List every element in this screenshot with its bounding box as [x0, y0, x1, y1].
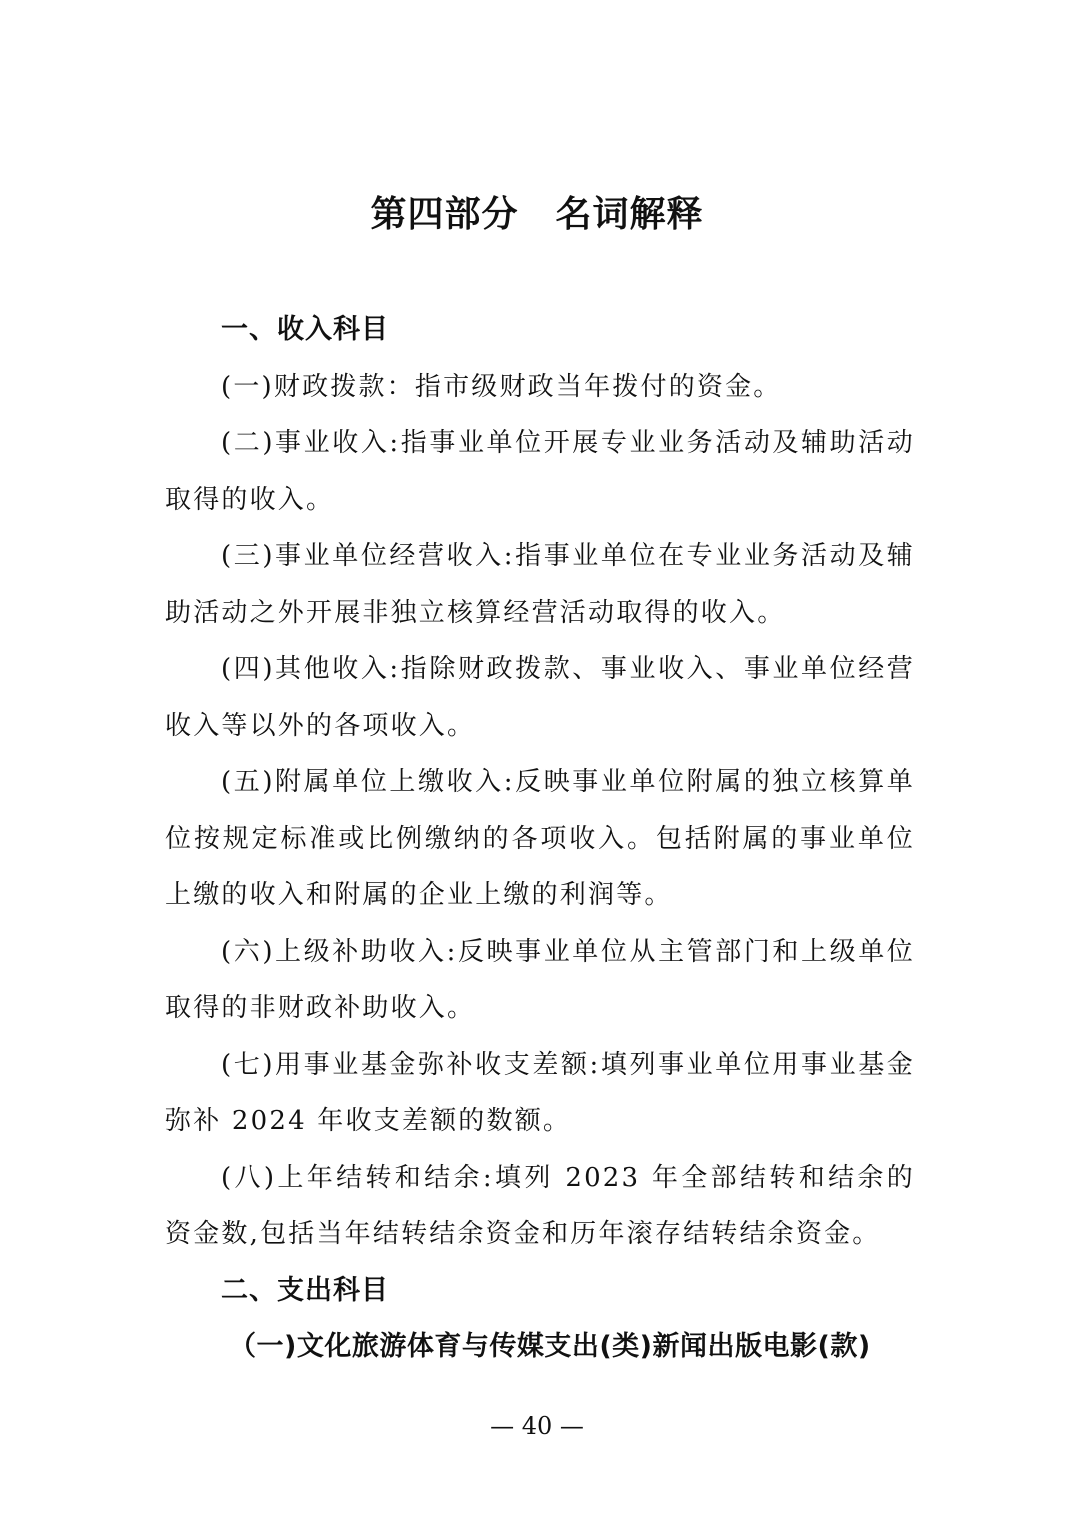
document-body	[165, 302, 915, 1376]
paragraph-prior-year-carryover: (八)上年结转和结余:填列 2023 年全部结转和结余的资金数,包括当年结转结余资金和历年滚存结转结余资金。	[165, 1162, 915, 1249]
page-number: — 40 —	[490, 1412, 584, 1440]
paragraph-business-income: (二)事业收入:指事业单位开展专业业务活动及辅助活动取得的收入。	[165, 428, 915, 515]
subheading-culture-media-expenditure: （一)文化旅游体育与传媒支出(类)新闻出版电影(款)	[229, 1331, 871, 1362]
section-heading-expenditure: 二、支出科目	[221, 1274, 389, 1306]
paragraph-other-income: (四)其他收入:指除财政拨款、事业收入、事业单位经营收入等以外的各项收入。	[165, 654, 915, 741]
section-income	[165, 302, 915, 1263]
page-title: 第四部分 名词解释	[370, 194, 704, 235]
section-expenditure	[165, 1263, 915, 1376]
paragraph-operating-income: (三)事业单位经营收入:指事业单位在专业业务活动及辅助活动之外开展非独立核算经营活动取得的收入。	[165, 541, 915, 628]
section-heading-income: 一、收入科目	[221, 314, 389, 345]
paragraph-fiscal-appropriation: (一)财政拨款：指市级财政当年拨付的资金。	[221, 371, 782, 402]
paragraph-superior-subsidy-income: (六)上级补助收入:反映事业单位从主管部门和上级单位取得的非财政补助收入。	[165, 936, 915, 1023]
paragraph-business-fund-offset: (七)用事业基金弥补收支差额:填列事业单位用事业基金弥补 2024 年收支差额的数额。	[165, 1049, 915, 1136]
paragraph-affiliated-unit-income: (五)附属单位上缴收入:反映事业单位附属的独立核算单位按规定标准或比例缴纳的各项收入。包括附属的事业单位上缴的收入和附属的企业上缴的利润等。	[165, 767, 915, 910]
